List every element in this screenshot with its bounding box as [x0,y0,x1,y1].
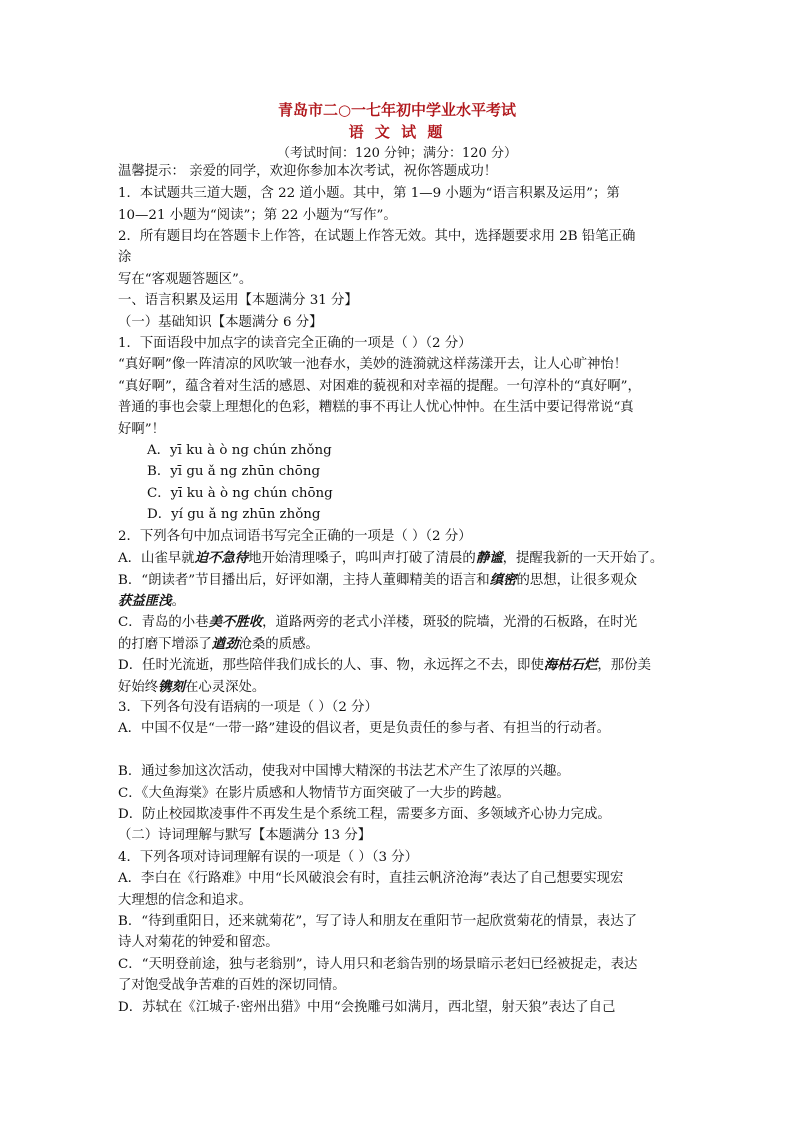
q2-option-c-cont [118,635,688,654]
q2-stem: 2．下列各句中加点词语书写完全正确的一项是（ ）（2 分） [118,529,472,544]
exam-timing: （考试时间：120 分钟；满分：120 分） [277,146,517,161]
notice-rule2-line2: 涂 [118,250,132,265]
notice-greeting: 温馨提示： 亲爱的同学，欢迎你参加本次考试，祝你答题成功！ [118,164,498,179]
q3-option-b: B．通过参加这次活动，使我对中国博大精深的书法艺术产生了浓厚的兴趣。 [118,764,570,779]
q3-option-a: A．中国不仅是“一带一路”建设的倡议者，更是负责任的参与者、有担当的行动者。 [118,721,611,736]
q4-option-a-line2: 大理想的信念和追求。 [118,893,252,908]
q2-d-dotted-word-1: 海枯石烂 [543,657,598,673]
q1-passage-line4: 好啊”！ [118,422,166,437]
q2-option-c [118,613,688,632]
q1-stem: 1．下面语段中加点字的读音完全正确的一项是（ ）（2 分） [118,336,472,351]
exam-title: 青岛市二○一七年初中学业水平考试 [277,101,517,119]
q2-a-dotted-word-1: 迫不急待 [194,550,249,566]
part2-heading: （二）诗词理解与默写【本题满分 13 分】 [118,828,372,843]
q2-b-text: B．“朗读者”节目播出后，好评如潮，主持人董卿精美的语言和 [118,573,490,588]
section1-heading: 一、语言积累及运用【本题满分 31 分】 [118,293,358,308]
q2-d-text: 在心灵深处。 [184,680,266,695]
q2-d-dotted-word-2: 镌刻 [158,679,185,695]
notice-rule2-line3: 写在“客观题答题区”。 [118,272,253,287]
q2-a-dotted-word-2: 静谧 [475,550,503,566]
notice-rule2-line1: 2．所有题目均在答题卡上作答，在试题上作答无效。其中，选择题要求用 2B 铅笔正确 [118,229,636,244]
q2-c-dotted-word-1: 美不胜收 [208,614,263,630]
q4-stem: 4．下列各项对诗词理解有误的一项是（ ）（3 分） [118,850,419,865]
q1-passage-line2: “真好啊”，蕴含着对生活的感恩、对困难的藐视和对幸福的提醒。一句淳朴的“真好啊”， [118,379,641,394]
q2-d-text: ，那份美 [597,658,651,673]
q2-a-text: A．山雀早就 [118,551,195,566]
q4-option-c-line2: 了对饱受战争苦难的百姓的深切同情。 [118,978,346,993]
notice-rule1-line2: 10—21 小题为“阅读”；第 22 小题为“写作”。 [118,208,397,223]
part1-heading: （一）基础知识【本题满分 6 分】 [118,315,323,330]
q1-option-c: C．yī ku à ò ng chún chōng [147,486,333,501]
q4-option-d-line1: D．苏轼在《江城子·密州出猎》中用“会挽雕弓如满月，西北望，射天狼”表达了自己 [118,1000,616,1015]
q2-d-text: D．任时光流逝，那些陪伴我们成长的人、事、物，永远挥之不去，即使 [118,658,544,673]
q2-b-dotted-word-1: 缜密 [489,572,517,588]
q1-passage-line3: 普通的事也会蒙上理想化的色彩，糟糕的事不再让人忧心忡忡。在生活中要记得常说“真 [118,400,634,415]
q4-option-a-line1: A．李白在《行路难》中用“长风破浪会有时，直挂云帆济沧海”表达了自己想要实现宏 [118,871,624,886]
q2-a-text: 地开始清理嗓子，呜叫声打破了清晨的 [248,551,476,566]
q4-option-c-line1: C．“天明登前途，独与老翁别”，诗人用只和老翁告别的场景暗示老妇已经被捉走，表达 [118,957,638,972]
q2-b-text: 。 [171,594,185,609]
q2-a-text: ，提醒我新的一天开始了。 [502,551,664,566]
q1-option-b: B．yī gu ǎ ng zhūn chōng [147,464,321,479]
q2-d-text: 好始终 [118,680,159,695]
notice-rule1-line1: 1．本试题共三道大题，含 22 道小题。其中，第 1—9 小题为“语言积累及运用”；第 [118,186,620,201]
q4-option-b-line1: B．“待到重阳日，还来就菊花”，写了诗人和朋友在重阳节一起欣赏菊花的情景，表达了 [118,914,637,929]
q2-option-b [118,571,688,590]
q3-option-c: C．《大鱼海棠》在影片质感和人物情节方面突破了一大步的跨越。 [118,786,510,801]
q2-b-dotted-word-2: 获益匪浅 [118,593,172,609]
q2-option-d [118,656,688,675]
q2-option-d-cont [118,678,688,697]
q2-c-text: C．青岛的小巷 [118,615,209,630]
q2-c-dotted-word-2: 遒劲 [211,636,239,652]
q2-c-text: 的打磨下增添了 [118,637,212,652]
q1-option-a: A．yī ku à ò ng chún zhǒng [147,443,332,458]
q2-b-text: 的思想，让很多观众 [516,573,637,588]
q2-c-text: 沧桑的质感。 [238,637,319,652]
q3-option-d: D．防止校园欺凌事件不再发生是个系统工程，需要多方面、多领域齐心协力完成。 [118,807,611,822]
q1-option-d: D．yí gu ǎ ng zhūn zhǒng [147,507,321,522]
q3-stem: 3．下列各句没有语病的一项是（ ）（2 分） [118,700,378,715]
q4-option-b-line2: 诗人对菊花的钟爱和留恋。 [118,935,279,950]
exam-subject: 语 文 试 题 [348,123,446,141]
q2-c-text: ，道路两旁的老式小洋楼，斑驳的院墙，光滑的石板路，在时光 [262,615,638,630]
q2-option-b-cont [118,592,688,611]
q1-passage-line1: “真好啊”像一阵清凉的风吹皱一池春水，美妙的涟漪就这样荡漾开去，让人心旷神怡！ [118,357,628,372]
q2-option-a [118,549,688,568]
